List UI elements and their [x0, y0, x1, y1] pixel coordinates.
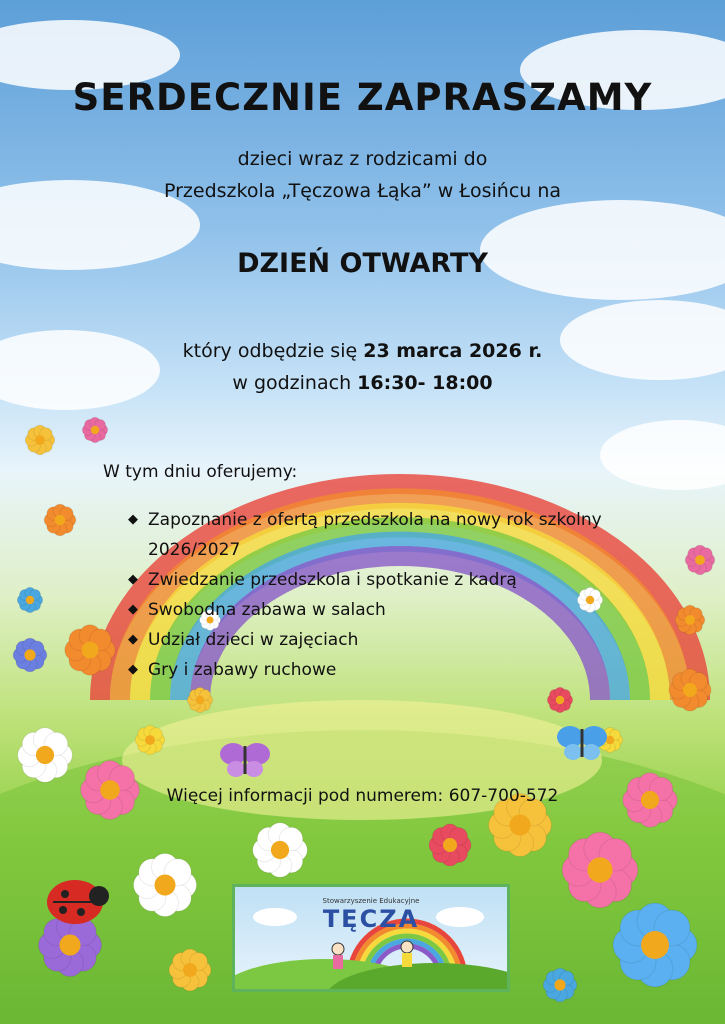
invite-line-2: Przedszkola „Tęczowa Łąka” w Łosińcu na [163, 180, 562, 202]
event-hours: 16:30- 18:00 [357, 372, 493, 394]
date-prefix: który odbędzie się [182, 340, 364, 362]
event-date: 23 marca 2026 r. [363, 340, 543, 362]
page-title: SERDECZNIE ZAPRASZAMY [72, 76, 653, 119]
invite-line-1: dzieci wraz z rodzicami do [237, 148, 488, 170]
offers-lead: W tym dniu oferujemy: [103, 462, 298, 482]
offers-list [128, 505, 688, 685]
logo-organization: Stowarzyszenie Edukacyjne [322, 897, 420, 905]
list-item [128, 625, 688, 655]
list-item [128, 565, 688, 595]
diamond-bullet-icon: ◆ [128, 632, 138, 647]
diamond-bullet-icon: ◆ [128, 512, 138, 527]
hours-prefix: w godzinach [232, 372, 358, 394]
offer-text: Zapoznanie z ofertą przedszkola na nowy rok szkolny [148, 510, 602, 530]
list-item [128, 595, 688, 625]
offer-text: Udział dzieci w zajęciach [148, 630, 359, 650]
organization-logo [232, 884, 510, 992]
logo-name: TĘCZA [322, 905, 420, 933]
event-name: DZIEŃ OTWARTY [237, 248, 488, 279]
offer-text: Gry i zabawy ruchowe [148, 660, 337, 680]
diamond-bullet-icon: ◆ [128, 572, 138, 587]
offer-text: Zwiedzanie przedszkola i spotkanie z kadrą [148, 570, 517, 590]
diamond-bullet-icon: ◆ [128, 602, 138, 617]
contact-line [0, 786, 725, 806]
list-item [128, 655, 688, 685]
offer-text: Swobodna zabawa w salach [148, 600, 386, 620]
hours-line [0, 372, 725, 394]
offer-text-continued: 2026/2027 [148, 540, 241, 560]
list-item [128, 505, 688, 565]
phone-number: 607-700-572 [448, 786, 559, 806]
date-line [0, 340, 725, 362]
diamond-bullet-icon: ◆ [128, 662, 138, 677]
contact-prefix: Więcej informacji pod numerem: [166, 786, 449, 806]
